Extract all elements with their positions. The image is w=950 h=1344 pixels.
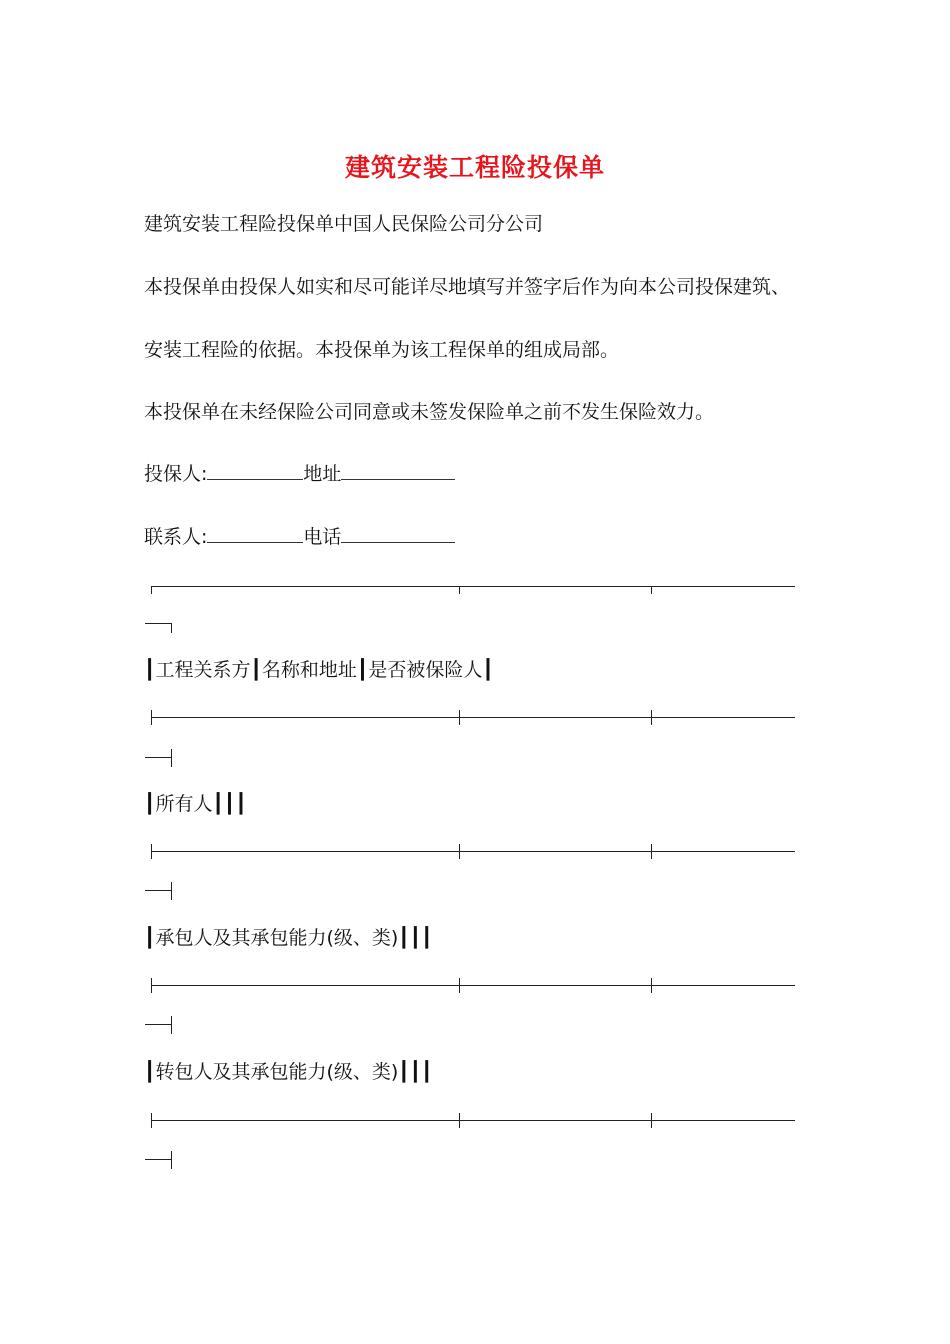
table-row: ┃承包人及其承包能力(级、类)┃┃┃ — [144, 927, 433, 949]
applicant-blank[interactable] — [207, 461, 303, 480]
document-title: 建筑安装工程险投保单 — [344, 153, 605, 182]
validity-statement: 本投保单在未经保险公司同意或未签发保险单之前不发生保险效力。 — [144, 401, 715, 423]
table-separator-end — [145, 752, 173, 768]
issuer-line: 建筑安装工程险投保单中国人民保险公司分公司 — [144, 213, 544, 235]
table-separator — [151, 845, 795, 859]
phone-blank[interactable] — [341, 524, 455, 543]
contact-label: 联系人: — [144, 526, 208, 548]
table-header-row: ┃工程关系方┃名称和地址┃是否被保险人┃ — [144, 659, 494, 681]
contact-row — [144, 524, 455, 550]
applicant-row — [144, 461, 455, 487]
table-top-border — [151, 580, 795, 594]
table-separator-end — [145, 1154, 173, 1170]
intro-line-1: 本投保单由投保人如实和尽可能详尽地填写并签字后作为向本公司投保建筑、 — [144, 276, 791, 298]
applicant-label: 投保人: — [144, 463, 208, 485]
table-separator — [151, 1114, 795, 1128]
table-top-border-end — [145, 618, 173, 634]
table-separator — [151, 711, 795, 725]
table-separator — [151, 979, 795, 993]
table-row: ┃转包人及其承包能力(级、类)┃┃┃ — [144, 1061, 433, 1083]
address-blank[interactable] — [341, 461, 455, 480]
address-label: 地址 — [303, 463, 342, 485]
intro-line-2: 安装工程险的依据。本投保单为该工程保单的组成局部。 — [144, 339, 620, 361]
phone-label: 电话 — [303, 526, 342, 548]
contact-blank[interactable] — [207, 524, 303, 543]
table-separator-end — [145, 1019, 173, 1035]
table-separator-end — [145, 885, 173, 901]
table-row: ┃所有人┃┃┃ — [144, 793, 247, 815]
